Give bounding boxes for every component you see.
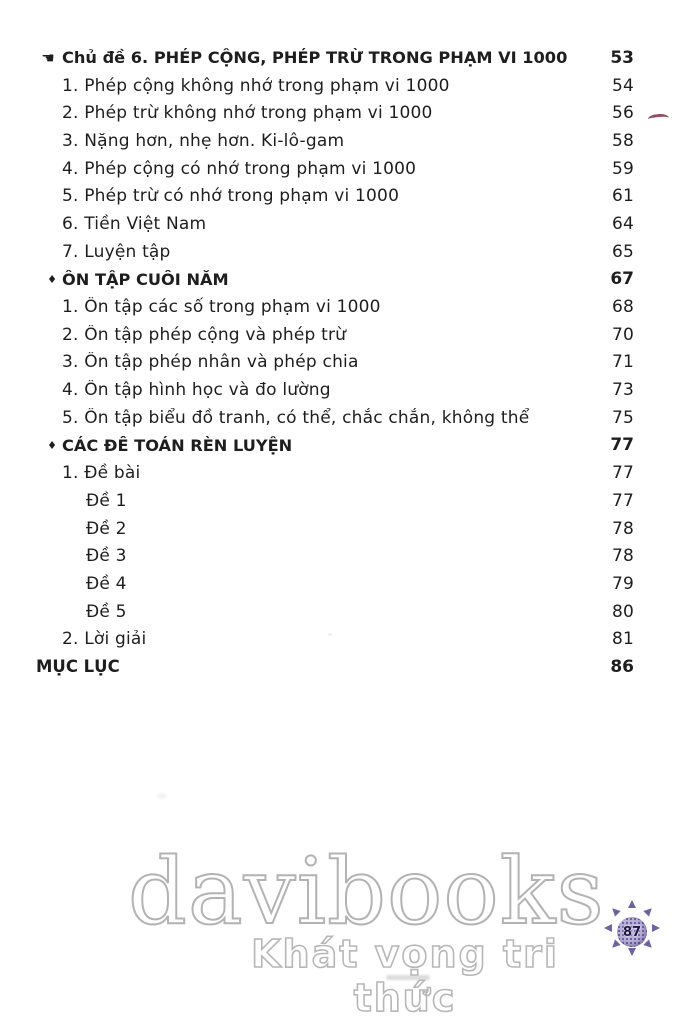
toc-entry	[0, 44, 700, 72]
toc-entry-page: 77	[610, 435, 634, 456]
toc-entry-page: 86	[610, 656, 634, 677]
toc-entry	[0, 182, 700, 210]
toc-entry-label: 5. Phép trừ có nhớ trong phạm vi 1000	[62, 186, 400, 207]
toc-entry-page: 58	[611, 130, 634, 151]
toc-entry	[0, 127, 700, 155]
toc-entry-page: 80	[611, 601, 634, 622]
scan-smudge	[386, 975, 430, 980]
watermark-brand-text: davibooks	[128, 838, 605, 945]
toc-entry	[0, 625, 700, 653]
toc-entry	[0, 542, 700, 570]
toc-entry-label: MỤC LỤC	[36, 657, 120, 677]
toc-entry-page: 53	[610, 47, 634, 68]
toc-entry-page: 64	[611, 213, 634, 234]
toc-entry-label: 5. Ôn tập biểu đồ tranh, có thể, chắc chắn, không thể	[62, 407, 530, 428]
toc-entry-page: 65	[611, 241, 634, 262]
badge-page-number: 87	[622, 924, 642, 940]
toc-entry-page: 78	[611, 546, 634, 567]
toc-entry-page: 71	[611, 352, 634, 373]
toc-entry	[0, 155, 700, 183]
toc-entry-label: ÔN TẬP CUỐI NĂM	[62, 269, 229, 289]
scan-smudge	[152, 790, 172, 802]
scan-smudge	[326, 632, 334, 637]
toc-entry-page: 77	[611, 463, 634, 484]
toc-entry-label: 2. Lời giải	[62, 629, 147, 650]
toc-entry	[0, 487, 700, 515]
toc-entry-page: 73	[611, 380, 634, 401]
toc-entry	[0, 266, 700, 294]
toc-entry-page: 54	[611, 75, 634, 96]
toc-entry	[0, 459, 700, 487]
sun-ray-icon	[628, 948, 636, 956]
toc-entry-page: 81	[611, 629, 634, 650]
toc-entry	[0, 404, 700, 432]
toc-entry-label: Chủ đề 6. PHÉP CỘNG, PHÉP TRỪ TRONG PHẠM VI 1000	[62, 48, 568, 68]
toc-entry-label: 4. Phép cộng có nhớ trong phạm vi 1000	[62, 158, 417, 179]
toc-entry	[0, 321, 700, 349]
toc-entry-page: 78	[611, 518, 634, 539]
toc-entry	[0, 570, 700, 598]
toc-entry	[0, 238, 700, 266]
toc-entry	[0, 99, 700, 127]
toc-entry	[0, 432, 700, 460]
toc-entry-label: 2. Ôn tập phép cộng và phép trừ	[62, 324, 347, 345]
sun-ray-icon	[643, 905, 654, 916]
toc-entry	[0, 72, 700, 100]
toc-entry-label: Đề 4	[86, 573, 127, 594]
toc-entry-page: 77	[611, 490, 634, 511]
toc-entry-label: CÁC ĐỀ TOÁN RÈN LUYỆN	[62, 435, 293, 455]
toc-entry-label: 3. Nặng hơn, nhẹ hơn. Ki-lô-gam	[62, 130, 345, 151]
sun-ray-icon	[628, 900, 636, 908]
sun-ray-icon	[609, 905, 620, 916]
toc-entry-page: 56	[611, 103, 634, 124]
toc-entry-label: Đề 3	[86, 546, 127, 567]
toc-entry-page: 70	[611, 324, 634, 345]
toc-list	[0, 44, 700, 681]
watermark-slogan-text: Khát vọng tri thức	[251, 932, 559, 1020]
toc-entry-label: 2. Phép trừ không nhớ trong phạm vi 1000	[62, 103, 433, 124]
toc-entry-label: 1. Đề bài	[62, 463, 141, 484]
badge-circle	[617, 917, 647, 947]
toc-entry-label: 1. Phép cộng không nhớ trong phạm vi 1000	[62, 75, 450, 96]
toc-entry	[0, 293, 700, 321]
toc-entry	[0, 210, 700, 238]
toc-entry-label: 7. Luyện tập	[62, 241, 171, 262]
toc-entry-label: 3. Ôn tập phép nhân và phép chia	[62, 352, 359, 373]
toc-entry-page: 67	[610, 269, 634, 290]
sun-ray-icon	[604, 924, 612, 932]
hand-left-icon: ☚	[41, 48, 55, 67]
toc-entry	[0, 598, 700, 626]
diamond-icon: ♦	[47, 438, 57, 452]
toc-entry-page: 68	[611, 297, 634, 318]
toc-entry-label: Đề 5	[86, 601, 127, 622]
diamond-icon: ♦	[47, 272, 57, 286]
toc-entry-page: 75	[611, 407, 634, 428]
toc-entry	[0, 515, 700, 543]
toc-entry-label: 4. Ôn tập hình học và đo lường	[62, 380, 331, 401]
sun-ray-icon	[643, 939, 654, 950]
toc-entry-page: 59	[611, 158, 634, 179]
page-number-badge	[594, 894, 670, 970]
toc-entry-label: 1. Ôn tập các số trong phạm vi 1000	[62, 297, 381, 318]
toc-entry-label: Đề 1	[86, 490, 127, 511]
toc-entry-page: 79	[611, 573, 634, 594]
toc-entry	[0, 349, 700, 377]
toc-entry-label: Đề 2	[86, 518, 127, 539]
toc-entry-page: 61	[611, 186, 634, 207]
toc-entry-label: 6. Tiền Việt Nam	[62, 213, 207, 234]
sun-ray-icon	[609, 939, 620, 950]
toc-entry	[0, 376, 700, 404]
toc-entry	[0, 653, 700, 681]
sun-ray-icon	[652, 924, 660, 932]
